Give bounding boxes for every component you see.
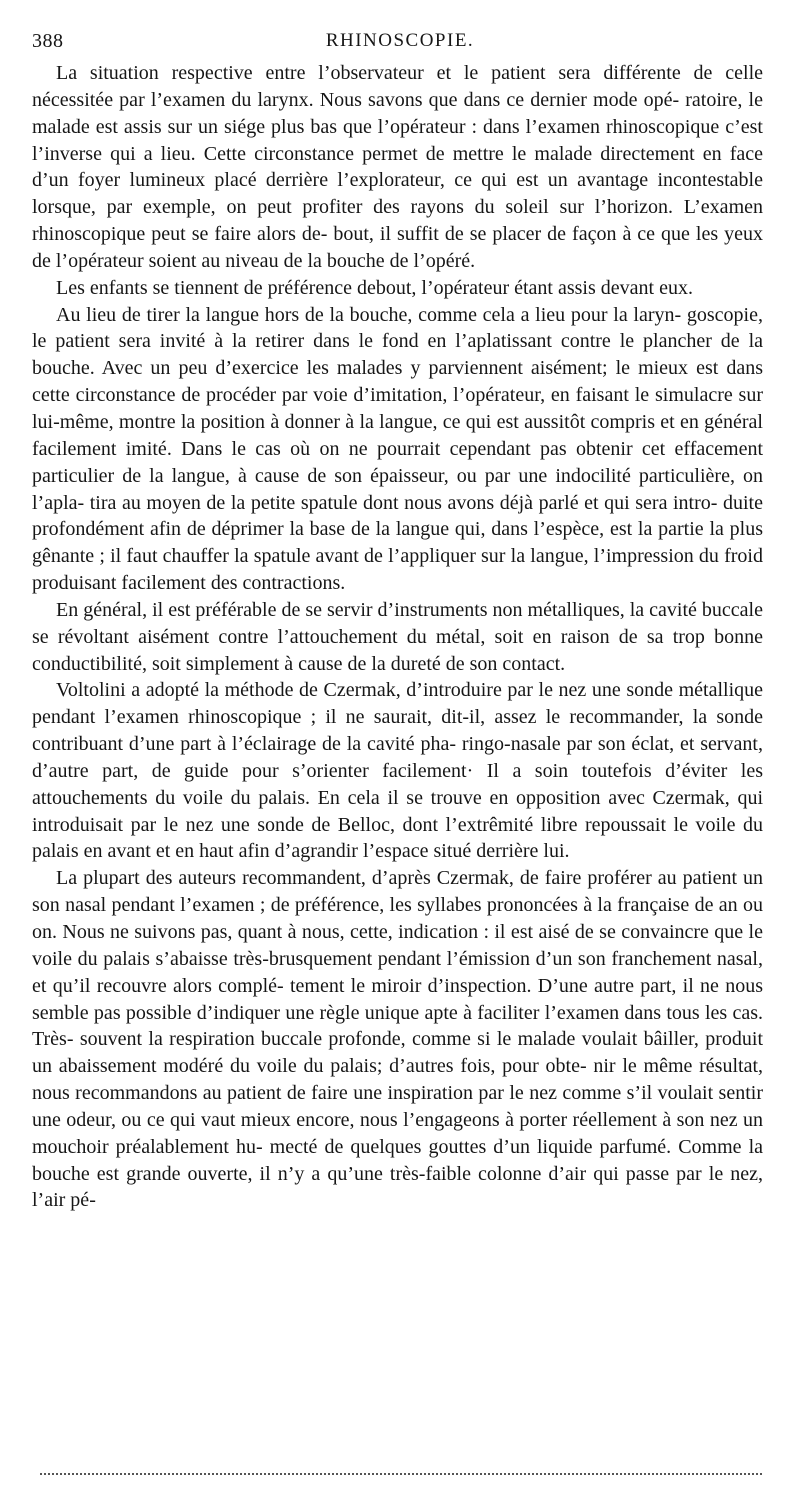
paragraph: Au lieu de tirer la langue hors de la bouche, comme cela a lieu pour la laryn- goscopie, le patient sera invité à la retirer dans le fond en l’aplatissant contre le plancher de la bouche. Avec un peu d’exercice les malades y parviennent aisément; le mieux est dans cette circonstance de procéder par voie d’imitation, l’opérateur, en faisant le simulacre sur lui-même, montre la position à donner à la langue, ce qui est aussitôt compris et en général facilement imité. Dans le cas où on ne pourrait cependant pas obtenir cet effacement particulier de la langue, à cause de son épaisseur, ou par une indocilité particulière, on l’apla- tira au moyen de la petite spatule dont nous avons déjà parlé et qui sera intro- duite profondément afin de déprimer la base de la langue qui, dans l’espèce, est la partie la plus gênante ; il faut chauffer la spatule avant de l’appliquer sur la langue, l’impression du froid produisant facilement des contractions. <box>32 303 763 595</box>
paragraph: Voltolini a adopté la méthode de Czermak, d’introduire par le nez une sonde métallique pendant l’examen rhinoscopique ; il ne saurait, dit-il, assez le recommander, la sonde contribuant d’une part à l’éclairage de la cavité pha- ringo-nasale par son éclat, et servant, d’autre part, de guide pour s’orienter facilement· Il a soin toutefois d’éviter les attouchements du voile du palais. En cela il se trouve en opposition avec Czermak, qui introduisait par le nez une sonde de Belloc, dont l’extrêmité libre repoussait le voile du palais en avant et en haut afin d’agrandir l’espace situé derrière lui. <box>32 679 763 863</box>
paragraph: La situation respective entre l’observateur et le patient sera différente de celle nécessitée par l’examen du larynx. Nous savons que dans ce dernier mode opé- ratoire, le malade est assis sur un siége plus bas que l’opérateur : dans l’examen rhinoscopique c’est l’inverse qui a lieu. Cette circonstance permet de mettre le malade directement en face d’un foyer lumineux placé derrière l’explorateur, ce qui est un avantage incontestable lorsque, par exemple, on peut profiter des rayons du soleil sur l’horizon. L’examen rhinoscopique peut se faire alors de- bout, il suffit de se placer de façon à ce que les yeux de l’opérateur soient au niveau de la bouche de l’opéré. <box>32 62 763 272</box>
footer-dotted-rule <box>40 1473 762 1475</box>
paragraph: La plupart des auteurs recommandent, d’après Czermak, de faire proférer au patient un son nasal pendant l’examen ; de préférence, les syllabes prononcées à la française de an ou on. Nous ne suivons pas, quant à nous, cette, indication : il est aisé de se convaincre que le voile du palais s’abaisse très-brusquement pendant l’émission d’un son franchement nasal, et qu’il recouvre alors complé- tement le miroir d’inspection. D’une autre part, il ne nous semble pas possible d’indiquer une règle unique apte à faciliter l’examen dans tous les cas. Très- souvent la respiration buccale profonde, comme si le malade voulait bâiller, produit un abaissement modéré du voile du palais; d’autres fois, pour obte- nir le même résultat, nous recommandons au patient de faire une inspiration par le nez comme s’il voulait sentir une odeur, ou ce qui vaut mieux encore, nous l’engageons à porter réellement à son nez un mouchoir préalablement hu- mecté de quelques gouttes d’un liquide parfumé. Comme la bouche est grande ouverte, il n’y a qu’une très-faible colonne d’air qui passe par le nez, l’air pé- <box>32 867 763 1212</box>
page-number: 388 <box>32 30 64 52</box>
running-head: RHINOSCOPIE. <box>325 30 475 51</box>
paragraph: En général, il est préférable de se servir d’instruments non métalliques, la cavité buccale se révoltant aisément contre l’attouchement du métal, soit en raison de sa trop bonne conductibilité, soit simplement à cause de la dureté de son contact. <box>32 598 763 675</box>
page-header <box>32 30 768 58</box>
body-text <box>32 60 763 1214</box>
paragraph: Les enfants se tiennent de préférence debout, l’opérateur étant assis devant eux. <box>56 276 693 299</box>
